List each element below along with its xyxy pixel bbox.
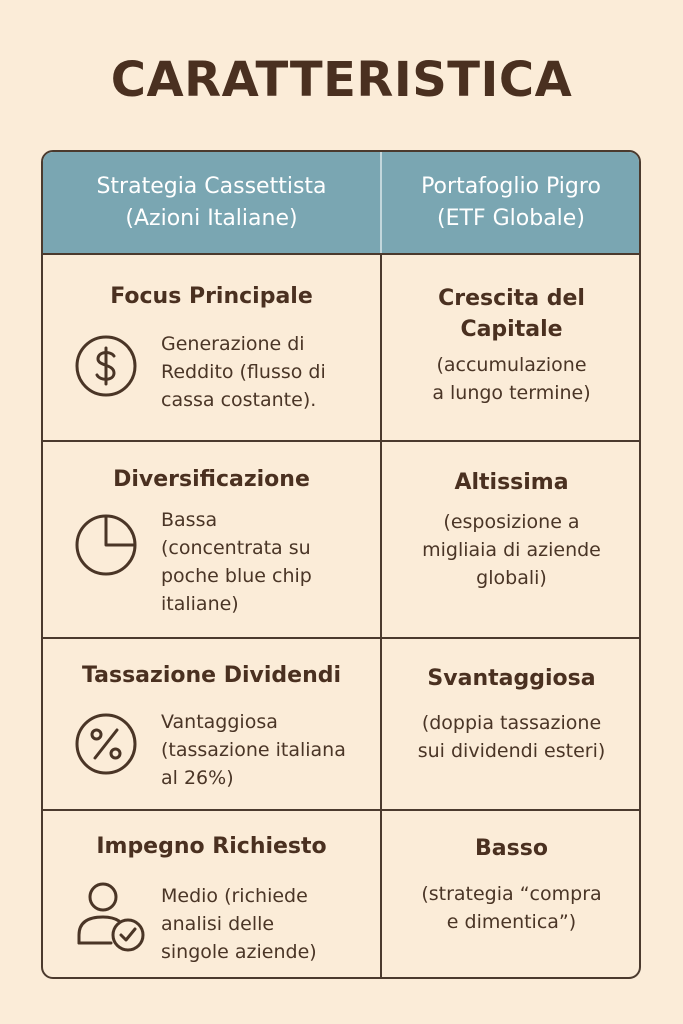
dollar-icon (73, 333, 139, 399)
row-right-cell (382, 811, 641, 979)
pie-chart-icon (73, 512, 139, 578)
row-right-description: (accumulazione a lungo termine) (432, 354, 591, 404)
page-title: CARATTERISTICA (110, 52, 573, 108)
table-row (43, 255, 639, 440)
table-row (43, 811, 639, 979)
row-left-description: Generazione di Reddito (flusso di cassa costante). (161, 333, 326, 411)
row-left-cell (43, 639, 380, 809)
row-right-title: Basso (475, 836, 548, 861)
row-left-cell (43, 255, 380, 440)
row-right-description: (doppia tassazione sui dividendi esteri) (417, 712, 606, 762)
row-right-title: Altissima (454, 470, 569, 495)
row-left-cell (43, 811, 380, 979)
row-left-cell (43, 442, 380, 637)
row-right-cell (382, 255, 641, 440)
row-title: Tassazione Dividendi (81, 663, 342, 688)
row-title: Focus Principale (110, 284, 313, 309)
row-left-description: Bassa (concentrata su poche blue chip italiane) (161, 509, 312, 615)
row-left-description: Medio (richiede analisi delle singole aziende) (161, 885, 317, 963)
table-header (43, 152, 639, 255)
row-right-description: (strategia “compra e dimentica”) (421, 883, 602, 933)
header-cassettista (43, 152, 380, 253)
row-left-description: Vantaggiosa (tassazione italiana al 26%) (161, 711, 346, 789)
header-pigro (381, 152, 641, 253)
table-row (43, 442, 639, 637)
row-right-title: Crescita del Capitale (438, 286, 585, 342)
row-right-description: (esposizione a migliaia di aziende globali) (422, 511, 601, 589)
row-title: Impegno Richiesto (96, 834, 327, 859)
row-right-title: Svantaggiosa (427, 666, 596, 691)
percent-icon (73, 711, 139, 777)
row-title: Diversificazione (113, 467, 310, 492)
row-right-cell (382, 639, 641, 809)
table-row (43, 639, 639, 809)
header-cassettista-label: Strategia Cassettista (Azioni Italiane) (96, 173, 327, 231)
user-check-icon (73, 879, 149, 955)
header-pigro-label: Portafoglio Pigro (ETF Globale) (421, 173, 601, 231)
row-right-cell (382, 442, 641, 637)
comparison-table (41, 150, 641, 979)
